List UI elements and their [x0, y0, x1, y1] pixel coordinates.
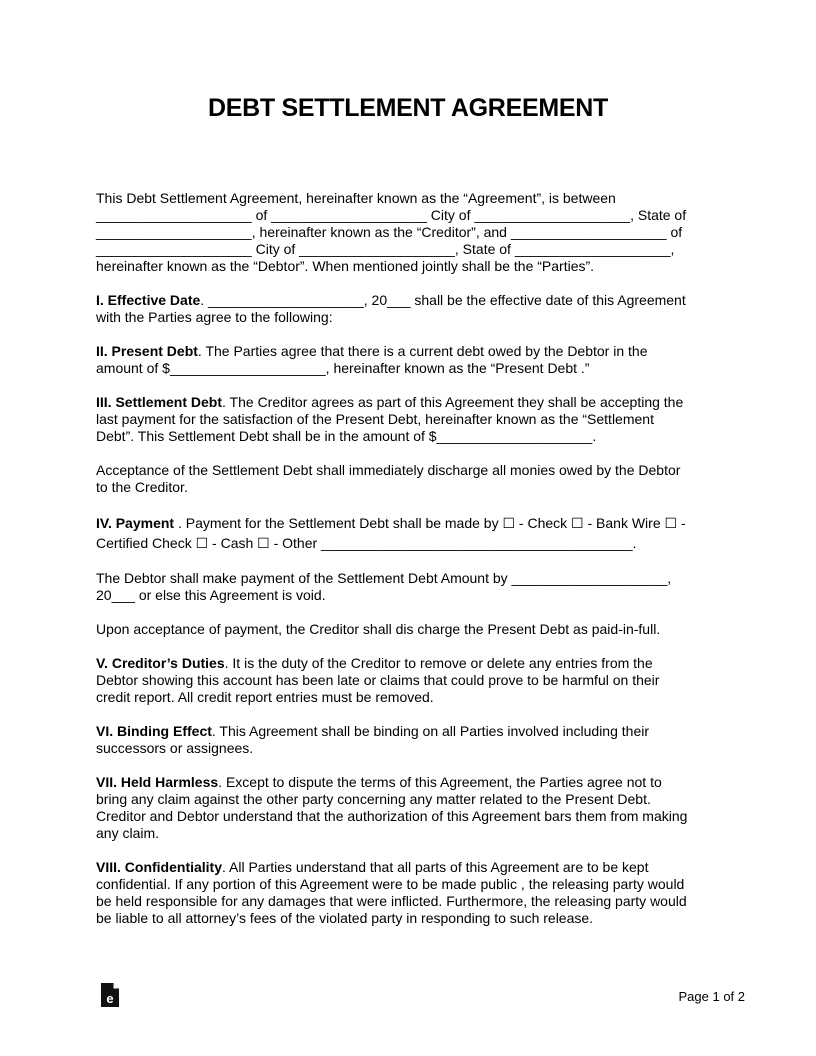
text-line: ____________________, hereinafter known as the “Creditor”, and ____________________ of: [96, 224, 683, 240]
text-line: with the Parties agree to the following:: [96, 309, 333, 325]
section-heading: I. Effective Date: [96, 292, 201, 308]
section-held-harmless: [96, 774, 722, 842]
document-body: [96, 190, 722, 944]
text-line: The Debtor shall make payment of the Settlement Debt Amount by ____________________,: [96, 570, 672, 586]
section-heading: II. Present Debt: [96, 343, 198, 359]
text-line: . ____________________, 20___ shall be the effective date of this Agreement: [200, 292, 686, 308]
text-line: Debtor showing this account has been late or claims that could prove to be harmful on their: [96, 672, 660, 688]
section-present-debt: [96, 343, 722, 377]
text-line: Certified Check ☐ - Cash ☐ - Other ________________________________________.: [96, 535, 637, 551]
text-line: amount of $____________________, hereinafter known as the “Present Debt .”: [96, 360, 590, 376]
text-line: . The Creditor agrees as part of this Agreement they shall be accepting the: [222, 394, 684, 410]
section-payment: [96, 513, 722, 553]
text-line: Debt”. This Settlement Debt shall be in the amount of $____________________.: [96, 428, 597, 444]
text-line: confidential. If any portion of this Agreement were to be made public , the releasing party would: [96, 876, 685, 892]
text-line: any claim.: [96, 825, 160, 841]
document-title: DEBT SETTLEMENT AGREEMENT: [208, 94, 608, 122]
section-heading: VI. Binding Effect: [96, 723, 212, 739]
text-line: to the Creditor.: [96, 479, 188, 495]
section-creditors-duties: [96, 655, 722, 706]
upon-acceptance-paragraph: [96, 621, 722, 638]
text-line: Upon acceptance of payment, the Creditor shall dis charge the Present Debt as paid-in-full.: [96, 621, 661, 637]
text-line: . Except to dispute the terms of this Agreement, the Parties agree not to: [218, 774, 662, 790]
text-line: 20___ or else this Agreement is void.: [96, 587, 326, 603]
debtor-payment-paragraph: [96, 570, 722, 604]
section-effective-date: [96, 292, 722, 326]
svg-text:e: e: [106, 991, 114, 1006]
section-heading: IV. Payment: [96, 515, 175, 531]
page-number: Page 1 of 2: [678, 989, 745, 1004]
section-binding-effect: [96, 723, 722, 757]
text-line: be held responsible for any damages that were inflicted. Furthermore, the releasing party would: [96, 893, 687, 909]
text-line: . This Agreement shall be binding on all Parties involved including their: [211, 723, 650, 739]
text-line: Creditor and Debtor understand that the authorization of this Agreement bars them from making: [96, 808, 688, 824]
text-line: Acceptance of the Settlement Debt shall immediately discharge all monies owed by the Debtor: [96, 462, 681, 478]
text-line: hereinafter known as the “Debtor”. When mentioned jointly shall be the “Parties”.: [96, 258, 595, 274]
section-heading: III. Settlement Debt: [96, 394, 223, 410]
text-line: be liable to all attorney’s fees of the violated party in responding to such release.: [96, 910, 594, 926]
text-line: ____________________ City of ____________________, State of ____________________,: [96, 241, 675, 257]
text-line: credit report. All credit report entries must be removed.: [96, 689, 434, 705]
text-line: . The Parties agree that there is a current debt owed by the Debtor in the: [197, 343, 648, 359]
section-heading: VIII. Confidentiality: [96, 859, 223, 875]
text-line: This Debt Settlement Agreement, hereinafter known as the “Agreement”, is between: [96, 190, 616, 206]
text-line: last payment for the satisfaction of the Present Debt, hereinafter known as the “Settlement: [96, 411, 654, 427]
text-line: . All Parties understand that all parts of this Agreement are to be kept: [222, 859, 649, 875]
text-line: . Payment for the Settlement Debt shall be made by ☐ - Check ☐ - Bank Wire ☐ -: [174, 515, 686, 531]
intro-paragraph: [96, 190, 722, 275]
acceptance-paragraph: [96, 462, 722, 496]
section-heading: V. Creditor’s Duties: [96, 655, 225, 671]
text-line: ____________________ of ____________________ City of ____________________, State of: [96, 207, 687, 223]
section-settlement-debt: [96, 394, 722, 445]
text-line: successors or assignees.: [96, 740, 254, 756]
eforms-logo-icon: [100, 983, 120, 1007]
text-line: . It is the duty of the Creditor to remove or delete any entries from the: [224, 655, 653, 671]
text-line: bring any claim against the other party concerning any matter related to the Present Debt.: [96, 791, 651, 807]
section-heading: VII. Held Harmless: [96, 774, 219, 790]
section-confidentiality: [96, 859, 722, 927]
